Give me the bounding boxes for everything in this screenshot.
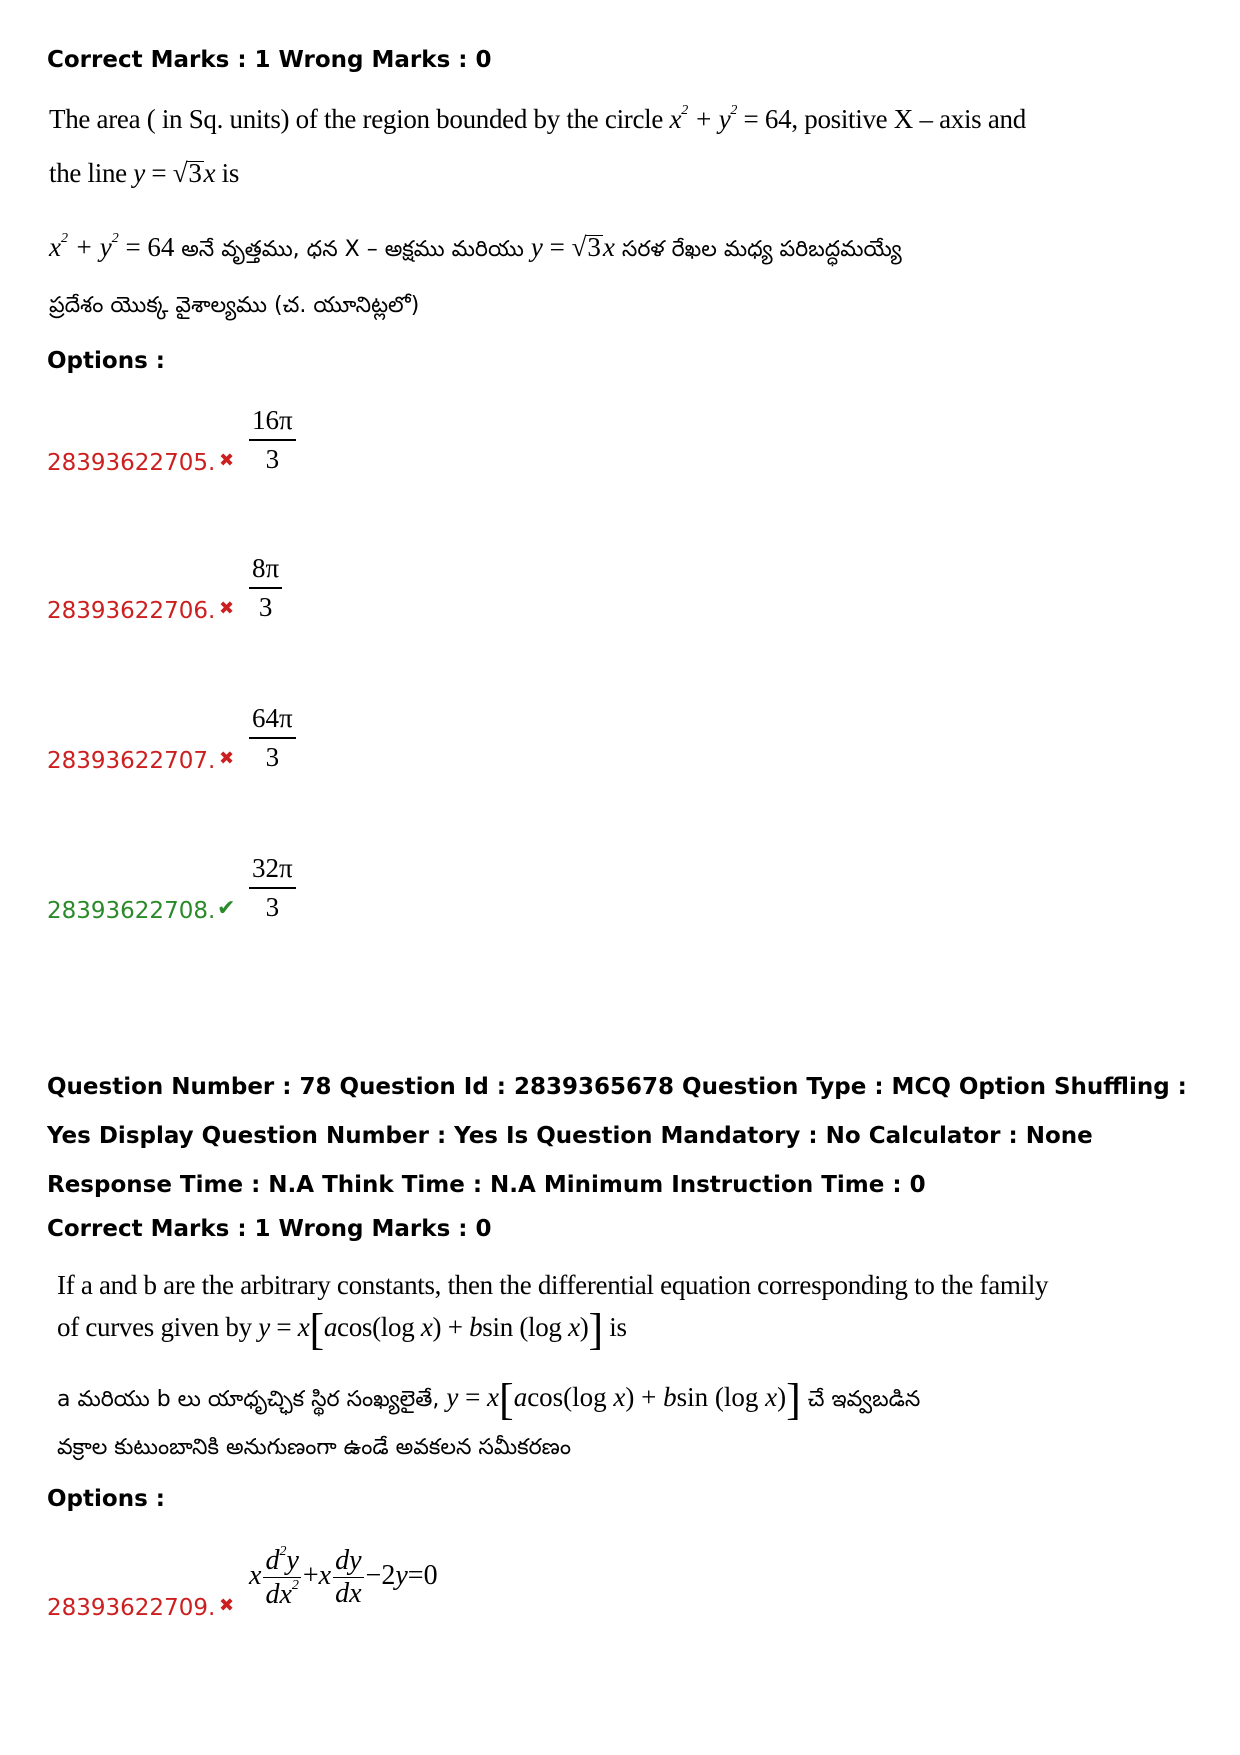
circle-equation-te: $x^2 + y^2$ — [49, 231, 119, 262]
fraction-denominator: 3 — [265, 742, 280, 772]
cross-icon: ✖ — [219, 598, 235, 619]
fraction-denominator: 3 — [265, 444, 280, 474]
option-id: 28393622709. — [47, 1595, 216, 1621]
fraction-numerator: 64π — [249, 703, 296, 739]
q78-options-label: Options : — [47, 1486, 165, 1512]
fraction-denominator: 3 — [265, 892, 280, 922]
q77-english-text-2b: is — [215, 158, 240, 188]
option-fraction — [249, 703, 296, 773]
option-28393622706[interactable] — [47, 548, 747, 638]
option-id: 28393622705. — [47, 450, 216, 476]
q78-english-text-2b: is — [602, 1312, 627, 1342]
option-id: 28393622708. — [47, 898, 216, 924]
curve-family-equation-te: y = x[acos(log x) + bsin (log x)] — [446, 1375, 801, 1424]
fraction-numerator: 32π — [249, 853, 296, 889]
line-equation: y = √3x — [133, 158, 216, 188]
cross-icon: ✖ — [219, 748, 235, 769]
q77-telugu-question-line1: $x^2 + y^2 = 64$ అనే వృత్తము, ధన X – అక్షము మరియు y = √3x సరళ రేఖల మధ్య పరిబద్ధమయ్యే — [49, 231, 902, 262]
option-id: 28393622707. — [47, 748, 216, 774]
q77-english-question-line2 — [49, 158, 239, 189]
check-icon: ✔ — [217, 896, 236, 921]
curve-family-equation: y = x[acos(log x) + bsin (log x)] — [258, 1305, 603, 1354]
q78-telugu-text-2: వక్రాల కుటుంబానికి అనుగుణంగా ఉండే అవకలన సమీకరణం — [57, 1435, 571, 1460]
circle-equation: $x^2 + y^2$ — [669, 103, 738, 134]
option-fraction — [249, 405, 296, 475]
q78-telugu-text-1b: చే ఇవ్వబడిన — [800, 1387, 921, 1412]
option-28393622707[interactable] — [47, 698, 747, 788]
q77-telugu-text-1a: అనే వృత్తము, ధన X – అక్షము మరియు — [181, 237, 531, 262]
option-fraction — [249, 853, 296, 923]
cross-icon: ✖ — [219, 450, 235, 471]
q78-telugu-text-1a: a మరియు b లు యాధృచ్ఛిక స్థిర సంఖ్యలైతే, — [57, 1387, 447, 1412]
q78-english-text-2a: of curves given by — [57, 1312, 259, 1342]
q78-meta-info: Question Number : 78 Question Id : 2839365678 Question Type : MCQ Option Shuffling : Yes Display Question Number : Yes Is Question Mandatory : No Calculator : None Response Time : N.A Think Time : N.A Minimum Instruction Time : 0 — [47, 1074, 1187, 1198]
q77-telugu-text-1b: సరళ రేఖల మధ్య పరిబద్ధమయ్యే — [614, 237, 902, 262]
fraction-numerator: 16π — [249, 405, 296, 441]
option-28393622708[interactable] — [47, 848, 747, 938]
q77-english-text-1b: , positive X – axis and — [791, 104, 1026, 134]
option-28393622709[interactable] — [47, 1540, 607, 1630]
q77-english-question-line1: The area ( in Sq. units) of the region bounded by the circle $x^2 + y^2 = 64$, positive X – axis and — [49, 103, 1026, 134]
q78-english-question-line2 — [57, 1305, 627, 1354]
q77-english-text-1a: The area ( in Sq. units) of the region bounded by the circle — [49, 104, 670, 134]
q78-english-question-line1: If a and b are the arbitrary constants, then the differential equation corresponding to the family — [57, 1270, 1049, 1300]
q77-options-label: Options : — [47, 348, 165, 374]
q78-telugu-question-line2 — [57, 1430, 571, 1465]
q78-telugu-question-line1 — [57, 1375, 921, 1424]
option-id: 28393622706. — [47, 598, 216, 624]
option-28393622705[interactable] — [47, 400, 747, 490]
q78-marks-line: Correct Marks : 1 Wrong Marks : 0 — [47, 1216, 492, 1242]
line-equation-te: y = √3x — [530, 232, 615, 262]
q77-marks-line: Correct Marks : 1 Wrong Marks : 0 — [47, 47, 492, 73]
q77-english-text-2a: the line — [49, 158, 134, 188]
option-fraction — [249, 553, 282, 623]
cross-icon: ✖ — [219, 1595, 235, 1616]
fraction-denominator: 3 — [258, 592, 273, 622]
q77-telugu-question-line2 — [49, 288, 419, 323]
differential-equation: x $\frac{d^2y}{dx^2}$ +x $\frac{dy}{dx}$ −2y=0 — [249, 1544, 438, 1610]
fraction-numerator: 8π — [249, 553, 282, 589]
q77-telugu-text-2: ప్రదేశం యొక్క వైశాల్యము (చ. యూనిట్లలో) — [49, 293, 420, 318]
